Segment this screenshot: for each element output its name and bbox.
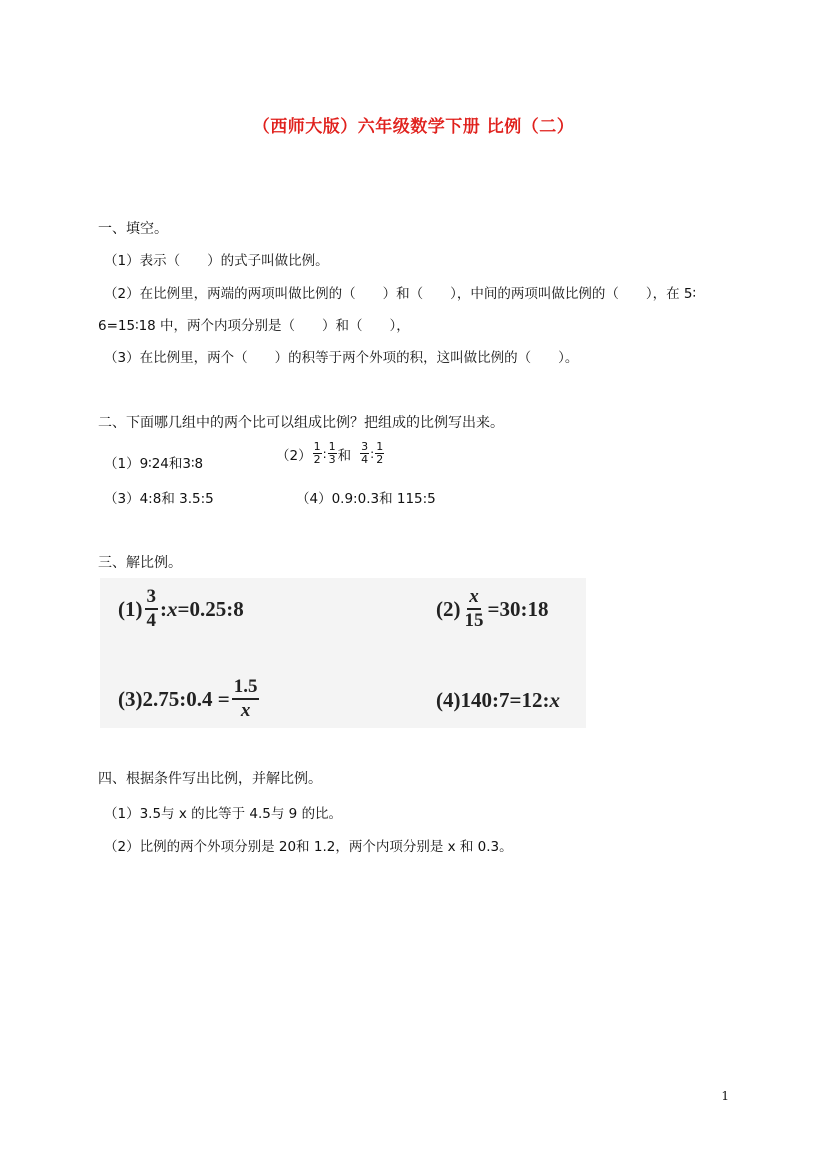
equation-2-label: (2) xyxy=(436,596,461,621)
section1-heading: 一、填空。 xyxy=(98,221,168,237)
equation-3-label: (3) xyxy=(118,686,143,711)
section2-pair2 xyxy=(276,441,385,466)
section4-q2: （2）比例的两个外项分别是 20和 1.2，两个内项分别是 x 和 0.3。 xyxy=(104,839,513,855)
equation-4-label: (4) xyxy=(436,688,461,712)
fraction-one-half: $\frac{1}{2}$ xyxy=(313,440,321,466)
ratio-colon: : xyxy=(322,446,327,461)
fraction-one-third: $\frac{1}{3}$ xyxy=(328,440,336,466)
equation-4: (4) 140:7=12: x xyxy=(436,688,560,712)
section3-heading: 三、解比例。 xyxy=(98,555,182,571)
fraction-one-half: $\frac{1}{2}$ xyxy=(376,440,384,466)
page-title: （西师大版）六年级数学下册 比例（二） xyxy=(252,117,575,137)
fraction-three-quarters: $\frac{3}{4}$ xyxy=(361,440,369,466)
section4-heading: 四、根据条件写出比例，并解比例。 xyxy=(98,771,322,787)
fraction-x-over-15: $\frac{x}{15}$ xyxy=(464,586,484,631)
pair2-label: （2） xyxy=(276,447,312,464)
ratio-colon: : xyxy=(370,446,375,461)
section2-pair4: （4）0.9:0.3和 115:5 xyxy=(296,491,436,507)
page-number: 1 xyxy=(721,1089,729,1103)
section1-q2-line2: 6=15∶18 中，两个内项分别是（ ）和（ ）， xyxy=(98,318,410,334)
section1-q2-line1: （2）在比例里，两端的两项叫做比例的（ ）和（ ），中间的两项叫做比例的（ ），在 5∶ xyxy=(104,286,696,302)
fraction-1.5-over-x: $\frac{1.5}{x}$ xyxy=(233,676,258,721)
equation-1: (1) $\frac{3}{4}$ : x =0.25:8 xyxy=(118,586,244,631)
equation-1-label: (1) xyxy=(118,596,143,621)
equation-3: (3) 2.75:0.4 = $\frac{1.5}{x}$ xyxy=(118,676,258,721)
section2-pair1: （1）9∶24和3∶8 xyxy=(104,456,204,472)
section1-q1: （1）表示（ ）的式子叫做比例。 xyxy=(104,253,329,269)
equation-2: (2) $\frac{x}{15}$ =30:18 xyxy=(436,586,549,631)
section4-q1: （1）3.5与 x 的比等于 4.5与 9 的比。 xyxy=(104,806,343,822)
fraction-three-quarters: $\frac{3}{4}$ xyxy=(146,586,156,631)
equations-image xyxy=(100,578,586,728)
section2-heading: 二、下面哪几组中的两个比可以组成比例？把组成的比例写出来。 xyxy=(98,415,504,431)
section2-pair3: （3）4:8和 3.5:5 xyxy=(104,491,214,507)
section1-q3: （3）在比例里，两个（ ）的积等于两个外项的积，这叫做比例的（ ）。 xyxy=(104,350,579,366)
pair2-and: 和 xyxy=(337,447,352,464)
